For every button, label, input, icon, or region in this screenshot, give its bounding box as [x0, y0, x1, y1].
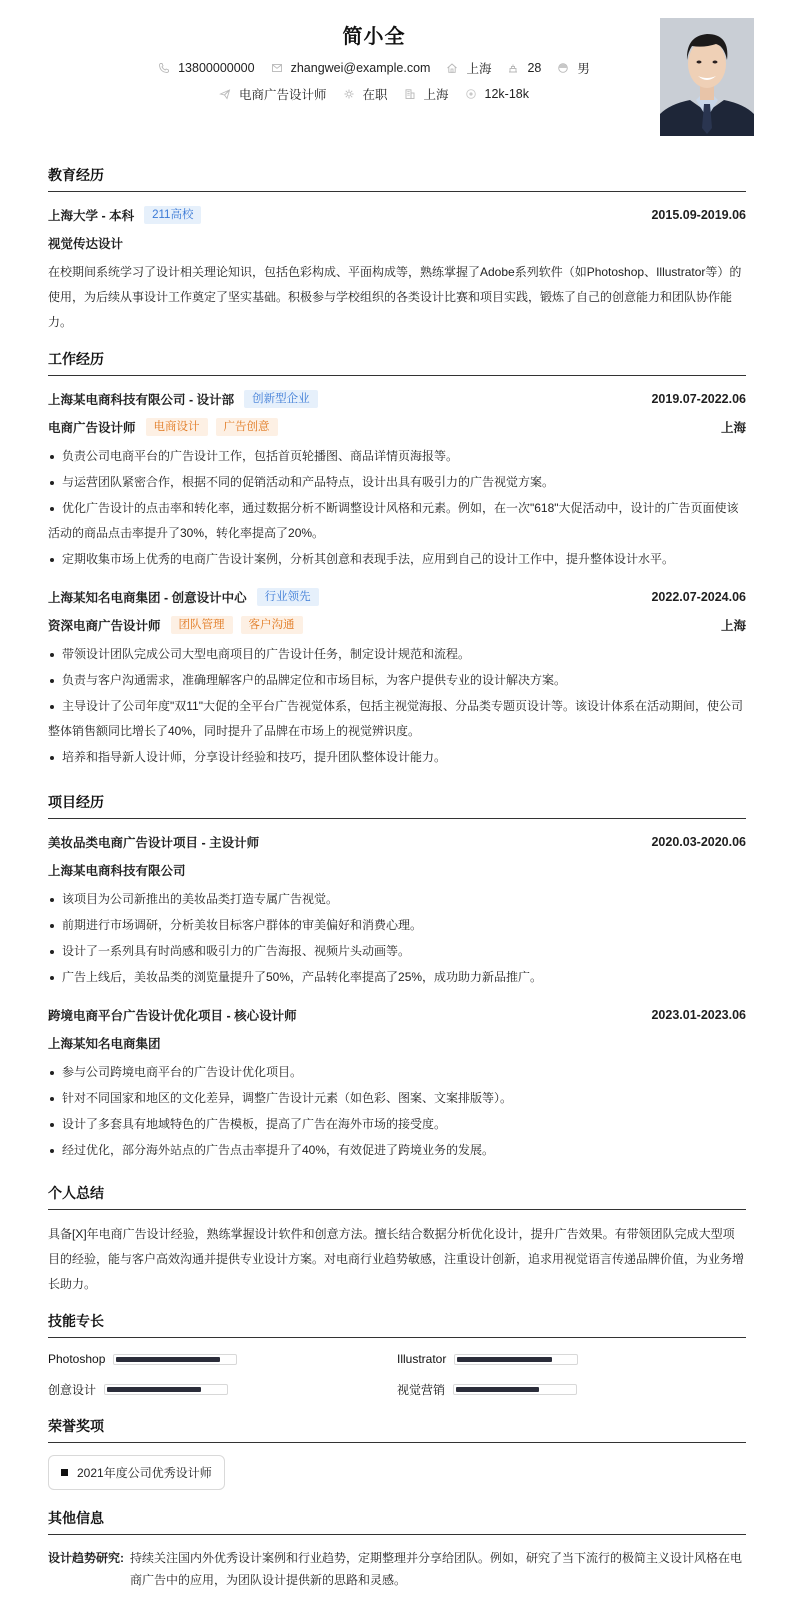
skill-name: 创意设计: [48, 1382, 97, 1397]
age-value: 28: [527, 61, 542, 75]
project-date: 2023.01-2023.06: [651, 1008, 746, 1022]
square-bullet-icon: [61, 1469, 68, 1476]
company-tag: 行业领先: [257, 588, 319, 606]
summary-text: 具备[X]年电商广告设计经验，熟练掌握设计软件和创意方法。擅长结合数据分析优化设计，提升广告效果。有带领团队完成大型项目的经验，能与客户高效沟通并提供专业设计方案。对电商行业趋势敏感，注重设计创新，追求用视觉语言传递品牌价值，为业务增长助力。: [48, 1227, 745, 1291]
skills-grid: [48, 1350, 746, 1398]
status-icon: [343, 88, 355, 100]
list-item: 设计了多套具有地域特色的广告模板，提高了广告在海外市场的接受度。: [48, 1112, 746, 1137]
work-section: [48, 349, 746, 770]
work-location: 上海: [720, 421, 746, 435]
position-tag: 电商设计: [146, 418, 208, 436]
work-entry-header: [48, 388, 746, 410]
contact-row: [48, 59, 700, 77]
position: [48, 418, 278, 436]
summary-section: [48, 1183, 746, 1297]
gender-info: [557, 59, 590, 77]
project-company: 上海某电商科技有限公司: [48, 864, 186, 878]
project-entry: [48, 831, 746, 990]
skill-name: Illustrator: [397, 1352, 447, 1366]
skill-item: [48, 1380, 397, 1398]
school-name: [48, 206, 201, 224]
job-status-value: 在职: [362, 88, 388, 102]
project-entry: [48, 1004, 746, 1163]
project-date: 2020.03-2020.06: [651, 835, 746, 849]
projects-section-title: 项目经历: [48, 792, 746, 819]
building-icon: [404, 88, 416, 100]
awards-section-title: 荣誉奖项: [48, 1416, 746, 1443]
other-item-text: 持续关注国内外优秀设计案例和行业趋势，定期整理并分享给团队。例如，研究了当下流行的极简主义设计风格在电商广告中的应用，为团队设计提供新的思路和灵感。: [130, 1551, 743, 1587]
list-item: 该项目为公司新推出的美妆品类打造专属广告视觉。: [48, 887, 746, 912]
other-item: [48, 1547, 746, 1591]
age-info: [507, 61, 541, 75]
list-item: 经过优化，部分海外站点的广告点击率提升了40%，有效促进了跨境业务的发展。: [48, 1138, 746, 1163]
major: 视觉传达设计: [48, 237, 124, 251]
work-date: 2019.07-2022.06: [651, 392, 746, 406]
skill-item: [397, 1350, 746, 1368]
other-section: [48, 1508, 746, 1591]
education-description: 在校期间系统学习了设计相关理论知识，包括色彩构成、平面构成等，熟练掌握了Adobe系列软件（如Photoshop、Illustrator等）的使用，为后续从事设计工作奠定了坚实基础。积极参与学校组织的各类设计比赛和项目实践，锻炼了自己的创意能力和团队协作能力。: [48, 265, 742, 329]
gender-icon: [557, 62, 569, 74]
city-info: [446, 59, 491, 77]
list-item: 负责公司电商平台的广告设计工作，包括首页轮播图、商品详情页海报等。: [48, 444, 746, 469]
position-row: [48, 416, 746, 438]
company-tag: 创新型企业: [244, 390, 318, 408]
summary-section-title: 个人总结: [48, 1183, 746, 1210]
education-entry: [48, 204, 746, 335]
email-icon: [271, 62, 283, 74]
gender-value: 男: [577, 62, 590, 76]
skill-level-bar: [104, 1384, 228, 1395]
project-bullets: [48, 1060, 746, 1163]
skill-level-fill: [116, 1357, 220, 1362]
list-item: 定期收集市场上优秀的电商广告设计案例，分析其创意和表现手法，应用到自己的设计工作中，提升整体设计水平。: [48, 547, 746, 572]
skill-level-bar: [453, 1384, 577, 1395]
phone-value: 13800000000: [178, 61, 255, 75]
salary-value: 12k-18k: [484, 87, 530, 101]
school-label: 上海大学 - 本科: [48, 209, 135, 223]
list-item: 与运营团队紧密合作，根据不同的促销活动和产品特点，设计出具有吸引力的广告视觉方案。: [48, 470, 746, 495]
skill-item: [397, 1380, 746, 1398]
job-intention-row: [48, 85, 700, 103]
company-label: 上海某电商科技有限公司 - 设计部: [48, 393, 235, 407]
target-position-value: 电商广告设计师: [238, 88, 327, 102]
education-entry-header: [48, 204, 746, 226]
skill-level-bar: [454, 1354, 578, 1365]
resume-header: [48, 16, 746, 151]
list-item: 优化广告设计的点击率和转化率，通过数据分析不断调整设计风格和元素。例如，在一次"618"大促活动中，设计的广告页面使该活动的商品点击率提升了30%，转化率提高了20%。: [48, 496, 746, 546]
salary-icon: [465, 88, 477, 100]
salary-info: [465, 87, 529, 101]
list-item: 培养和指导新人设计师，分享设计经验和技巧，提升团队整体设计能力。: [48, 745, 746, 770]
project-entry-header: [48, 831, 746, 853]
company-name: [48, 390, 318, 408]
city-value: 上海: [466, 62, 492, 76]
job-status-info: [343, 85, 388, 103]
candidate-name: 简小全: [342, 26, 406, 48]
skills-section: [48, 1311, 746, 1398]
skill-level-fill: [107, 1387, 201, 1392]
work-entry-header: [48, 586, 746, 608]
work-date: 2022.07-2024.06: [651, 590, 746, 604]
project-name: 美妆品类电商广告设计项目 - 主设计师: [48, 836, 260, 850]
skill-level-bar: [113, 1354, 237, 1365]
email-info: [271, 61, 431, 75]
list-item: 带领设计团队完成公司大型电商项目的广告设计任务，制定设计规范和流程。: [48, 642, 746, 667]
profile-photo: [660, 18, 754, 136]
work-entry: [48, 388, 746, 572]
list-item: 负责与客户沟通需求，准确理解客户的品牌定位和市场目标，为客户提供专业的设计解决方案。: [48, 668, 746, 693]
school-tag: 211高校: [144, 206, 201, 224]
position-tag: 客户沟通: [241, 616, 303, 634]
other-item-label: 设计趋势研究:: [48, 1551, 124, 1565]
education-section: [48, 165, 746, 335]
position: [48, 616, 303, 634]
project-bullets: [48, 887, 746, 990]
target-position-info: [219, 85, 327, 103]
project-name: 跨境电商平台广告设计优化项目 - 核心设计师: [48, 1009, 297, 1023]
award-item: [48, 1455, 225, 1490]
list-item: 针对不同国家和地区的文化差异，调整广告设计元素（如色彩、图案、文案排版等）。: [48, 1086, 746, 1111]
work-location: 上海: [720, 619, 746, 633]
awards-section: [48, 1416, 746, 1490]
age-icon: [507, 62, 519, 74]
home-icon: [446, 62, 458, 74]
work-entry: [48, 586, 746, 770]
work-bullets: [48, 444, 746, 572]
skill-name: 视觉营销: [397, 1382, 446, 1397]
position-tag: 广告创意: [216, 418, 278, 436]
education-section-title: 教育经历: [48, 165, 746, 192]
send-icon: [219, 88, 231, 100]
project-company: 上海某知名电商集团: [48, 1037, 161, 1051]
other-section-title: 其他信息: [48, 1508, 746, 1535]
award-label: 2021年度公司优秀设计师: [77, 1466, 212, 1480]
position-label: 资深电商广告设计师: [48, 619, 161, 633]
skill-level-fill: [457, 1357, 551, 1362]
position-row: [48, 614, 746, 636]
company-label: 上海某知名电商集团 - 创意设计中心: [48, 591, 247, 605]
email-value: zhangwei@example.com: [290, 61, 431, 75]
target-city-info: [404, 85, 449, 103]
position-tag: 团队管理: [171, 616, 233, 634]
education-date: 2015.09-2019.06: [651, 208, 746, 222]
skill-level-fill: [456, 1387, 539, 1392]
skill-item: [48, 1350, 397, 1368]
list-item: 主导设计了公司年度"双11"大促的全平台广告视觉体系，包括主视觉海报、分品类专题页设计等。该设计体系在活动期间，使公司整体销售额同比增长了40%，同时提升了品牌在市场上的视觉辨识度。: [48, 694, 746, 744]
skill-name: Photoshop: [48, 1352, 106, 1366]
list-item: 前期进行市场调研，分析美妆目标客户群体的审美偏好和消费心理。: [48, 913, 746, 938]
work-section-title: 工作经历: [48, 349, 746, 376]
company-name: [48, 588, 319, 606]
list-item: 参与公司跨境电商平台的广告设计优化项目。: [48, 1060, 746, 1085]
position-label: 电商广告设计师: [48, 421, 136, 435]
phone-icon: [158, 62, 170, 74]
phone-info: [158, 61, 254, 75]
target-city-value: 上海: [423, 88, 449, 102]
skills-section-title: 技能专长: [48, 1311, 746, 1338]
projects-section: [48, 792, 746, 1163]
list-item: 设计了一系列具有时尚感和吸引力的广告海报、视频片头动画等。: [48, 939, 746, 964]
work-bullets: [48, 642, 746, 770]
project-entry-header: [48, 1004, 746, 1026]
list-item: 广告上线后，美妆品类的浏览量提升了50%，产品转化率提高了25%，成功助力新品推广。: [48, 965, 746, 990]
